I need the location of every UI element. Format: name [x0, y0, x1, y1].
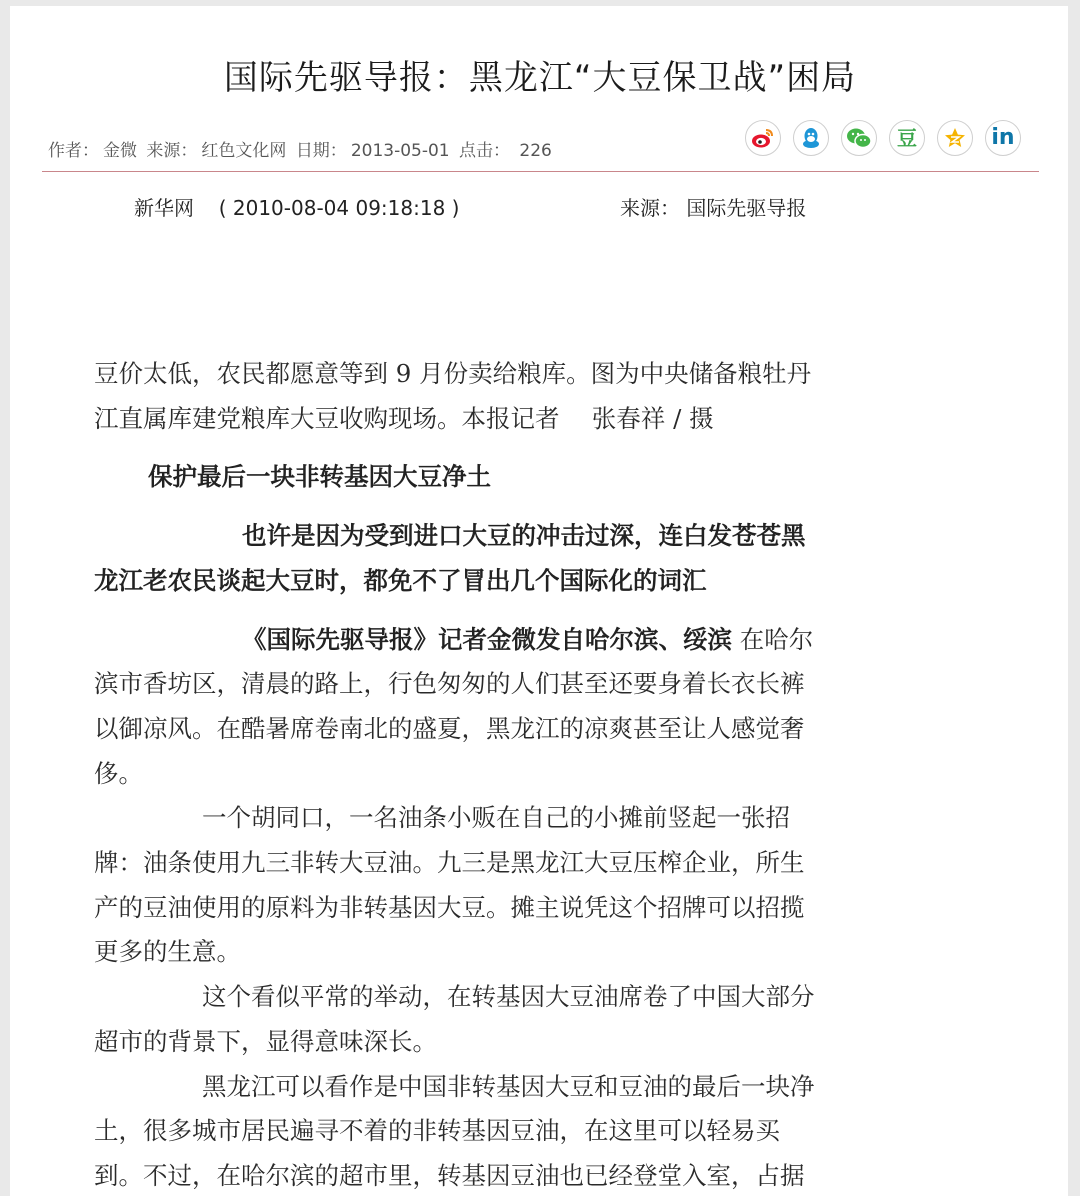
caption-line: 豆价太低，农民都愿意等到 9 月份卖给粮库。图为中央储备粮牡丹 [94, 359, 812, 388]
source-value: 红色文化网 [201, 141, 287, 161]
author-label: 作者： [48, 141, 99, 161]
share-wechat-button[interactable] [841, 120, 877, 156]
wechat-icon [846, 127, 872, 149]
paragraph-line: 到。不过，在哈尔滨的超市里，转基因豆油也已经登堂入室，占据 [94, 1160, 805, 1190]
linkedin-icon: in [991, 125, 1015, 150]
source-label: 来源： [146, 141, 198, 161]
paragraph-line: 以御凉风。在酷暑席卷南北的盛夏，黑龙江的凉爽甚至让人感觉奢 [94, 713, 805, 743]
paragraph-text: 在哈尔 [739, 624, 814, 654]
paragraph-line: 这个看似平常的举动，在转基因大豆油席卷了中国大部分 [202, 982, 815, 1012]
share-qzone-button[interactable] [937, 120, 973, 156]
paragraph-line: 更多的生意。 [94, 937, 241, 967]
share-weibo-button[interactable] [745, 120, 781, 156]
douban-icon: 豆 [897, 126, 917, 150]
page-title: 国际先驱导报：黑龙江“大豆保卫战”困局 [223, 58, 857, 98]
clicks-label: 点击： [459, 141, 511, 161]
share-qq-button[interactable] [793, 120, 829, 156]
author-value: 金微 [103, 141, 137, 161]
byline-source: 国际先驱导报 [686, 196, 807, 220]
article-page [10, 6, 1068, 1196]
lead-line: 龙江老农民谈起大豆时，都免不了冒出几个国际化的词汇 [94, 565, 707, 595]
caption-line: 江直属库建党粮库大豆收购现场。本报记者 张春祥 / 摄 [94, 403, 714, 433]
byline-outlet-row [134, 192, 459, 221]
byline-outlet: 新华网 [134, 196, 194, 220]
clicks-value: 226 [519, 141, 552, 161]
lead-line: 也许是因为受到进口大豆的冲击过深，连白发苍苍黑 [242, 521, 806, 551]
byline-timestamp: ( 2010-08-04 09:18:18 ) [218, 196, 460, 220]
paragraph-line: 黑龙江可以看作是中国非转基因大豆和豆油的最后一块净 [202, 1071, 815, 1101]
subheading: 保护最后一块非转基因大豆净土 [148, 462, 491, 492]
weibo-icon [751, 127, 775, 149]
share-bar [745, 120, 1021, 156]
paragraph-line: 产的豆油使用的原料为非转基因大豆。摊主说凭这个招牌可以招揽 [94, 892, 805, 922]
paragraph-line: 滨市香坊区，清晨的路上，行色匆匆的人们甚至还要身着长衣长裤 [94, 669, 805, 699]
paragraph-first-line [94, 618, 884, 663]
article-body [94, 352, 884, 1196]
header-divider [42, 171, 1039, 172]
byline-source-label: 来源： [620, 196, 680, 220]
share-linkedin-button[interactable] [985, 120, 1021, 156]
article-meta [48, 136, 556, 161]
date-value: 2013-05-01 [350, 141, 450, 161]
share-douban-button[interactable] [889, 120, 925, 156]
qq-icon [801, 126, 821, 150]
paragraph-line: 牌：油条使用九三非转大豆油。九三是黑龙江大豆压榨企业，所生 [94, 848, 805, 878]
paragraph-line: 土，很多城市居民遍寻不着的非转基因豆油，在这里可以轻易买 [94, 1116, 780, 1146]
qzone-icon [943, 126, 967, 150]
dateline: 《国际先驱导报》记者金微发自哈尔滨、绥滨 [242, 624, 732, 654]
paragraph-line: 超市的背景下，显得意味深长。 [94, 1026, 437, 1056]
date-label: 日期： [295, 141, 347, 161]
paragraph-line: 侈。 [94, 758, 143, 788]
byline-source-row [620, 192, 806, 221]
paragraph-line: 一个胡同口，一名油条小贩在自己的小摊前竖起一张招 [202, 803, 790, 833]
